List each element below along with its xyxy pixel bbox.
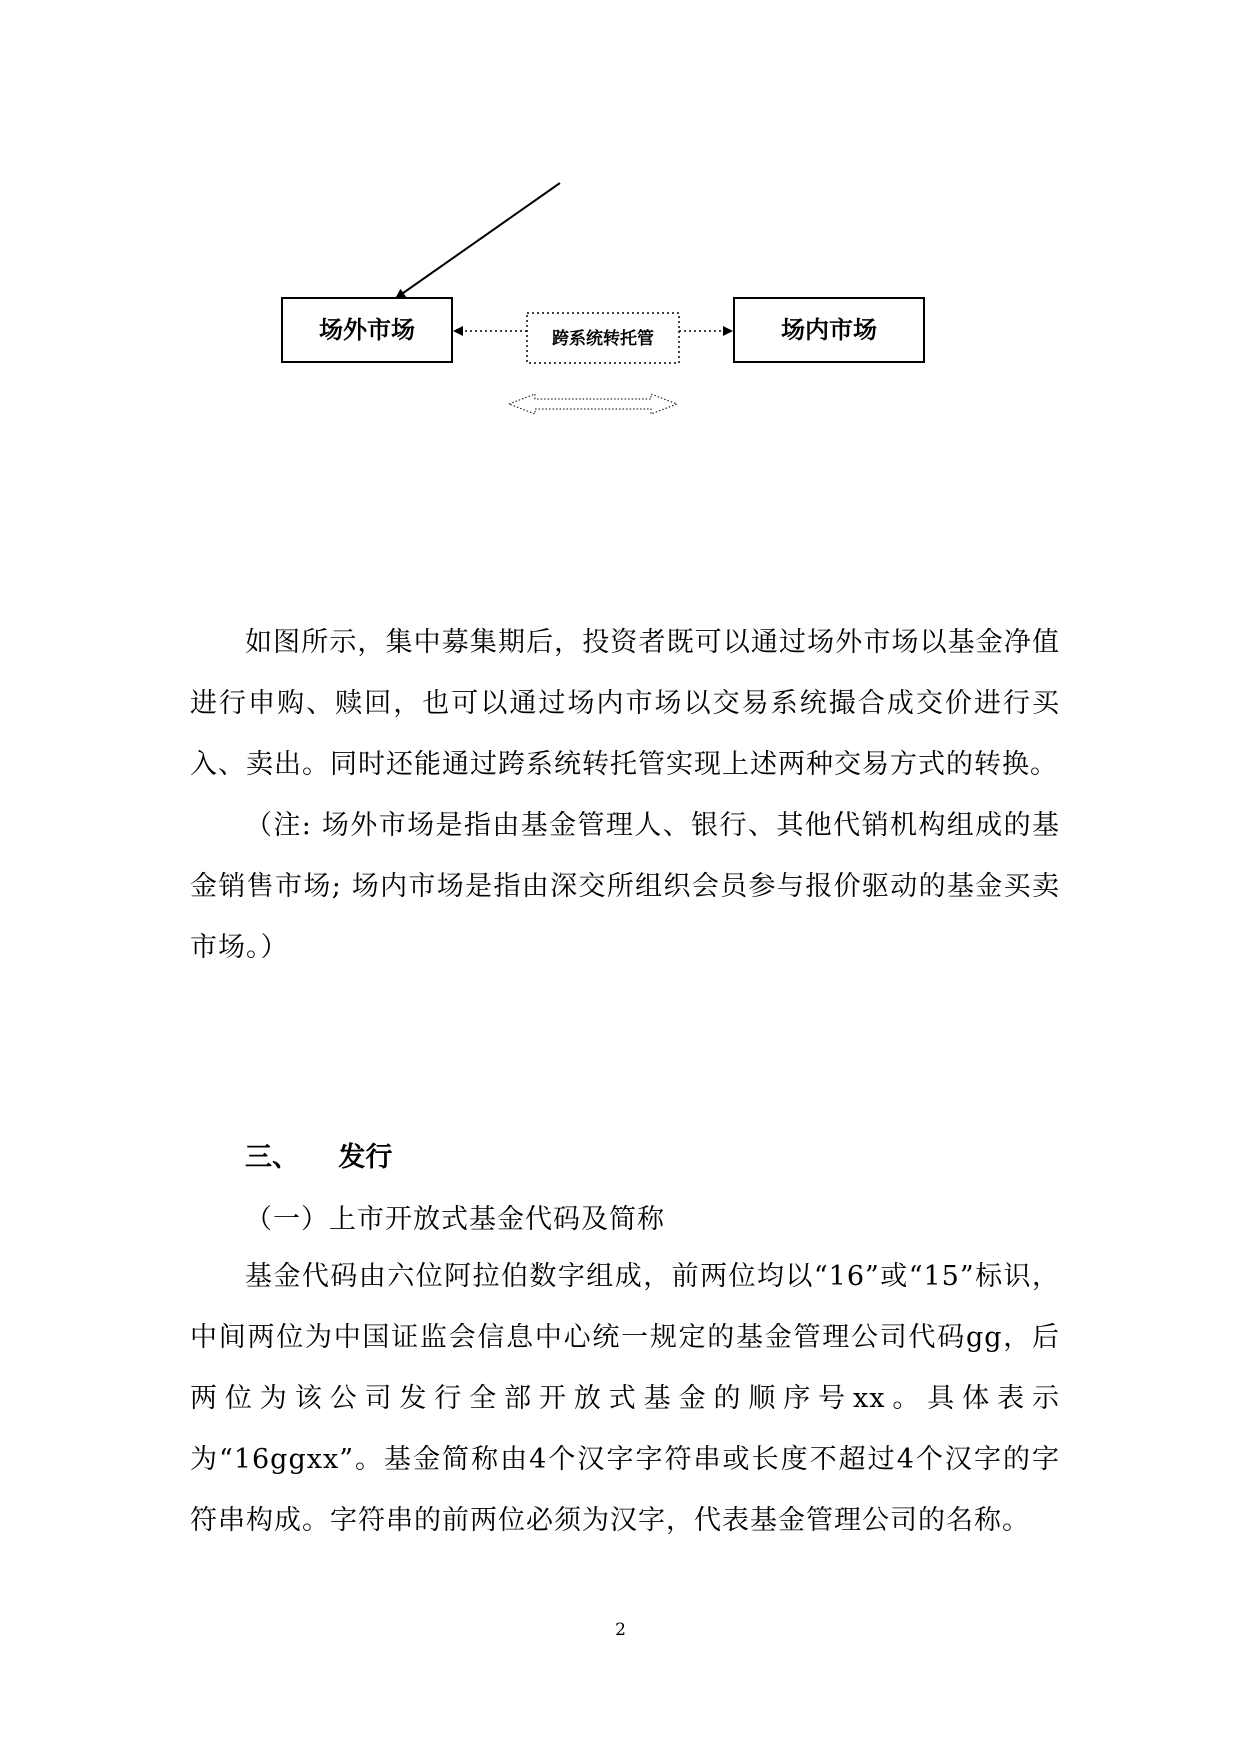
market-note-paragraph: （注: 场外市场是指由基金管理人、银行、其他代销机构组成的基金销售市场; 场内市场是指由深交所组织会员参与报价驱动的基金买卖市场。） (190, 810, 1060, 963)
market-description-paragraph: 如图所示，集中募集期后，投资者既可以通过场外市场以基金净值进行申购、赎回，也可以通过场内市场以交易系统撮合成交价进行买入、卖出。同时还能通过跨系统转托管实现上述两种交易方式的转换。 (190, 627, 1060, 780)
section-title: 发行 (338, 1142, 393, 1173)
intro-text-block (190, 612, 1060, 978)
double-headed-arrow-icon (509, 394, 677, 414)
incoming-arrow (396, 183, 560, 298)
page-number: 2 (615, 1620, 626, 1640)
fund-code-text-block (190, 1246, 1060, 1551)
fund-code-paragraph: 基金代码由六位阿拉伯数字组成，前两位均以“16”或“15”标识，中间两位为中国证监会信息中心统一规定的基金管理公司代码gg，后两位为该公司发行全部开放式基金的顺序号xx。具体表示为“16ggxx”。基金简称由4个汉字字符串或长度不超过4个汉字的字符串构成。字符串的前两位必须为汉字，代表基金管理公司的名称。 (190, 1261, 1060, 1536)
cross-system-transfer-label: 跨系统转托管 (552, 329, 654, 349)
section-heading (245, 1138, 392, 1178)
subsection-heading: （一）上市开放式基金代码及简称 (245, 1204, 665, 1235)
section-number: 三、 (245, 1142, 299, 1173)
market-flow-diagram (0, 0, 1241, 470)
off-exchange-market-label: 场外市场 (319, 316, 415, 344)
on-exchange-market-label: 场内市场 (781, 316, 877, 344)
